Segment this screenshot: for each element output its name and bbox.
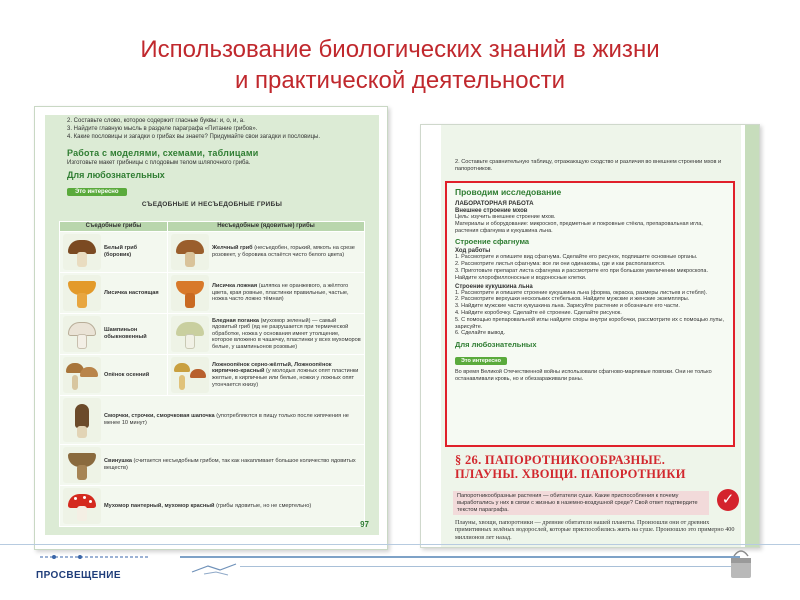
inedible-mushroom-name: Бледная поганка [212, 317, 259, 324]
edible-mushroom-name: Шампиньон обыкновенный [104, 327, 147, 340]
lab-goal: Цель: изучить внешнее строение мхов. [455, 214, 556, 220]
slide-title-line-2: и практической деятельности [234, 67, 566, 94]
span-mushroom-name: Сморчки, строчки, сморчковая шапочка [104, 413, 215, 420]
paragraph-heading: § 26. ПАПОРОТНИКООБРАЗНЫЕ. ПЛАУНЫ. ХВОЩИ. ПАПОРОТНИКИ [455, 453, 686, 481]
inedible-mushroom-desc: (у молодых ложных опят пластинки желтые, в кирпичные или белые, ножки у ложных опят утончается книзу) [212, 368, 359, 388]
polytrichum-step: 2. Рассмотрите верхушки нескольких стебельков. Найдите мужские и женские экземпляры. [455, 296, 690, 303]
death-cap-icon [171, 316, 209, 352]
sphagnum-heading: Строение сфагнума [455, 237, 530, 247]
footer-divider [240, 566, 740, 567]
right-page-edge [745, 125, 759, 547]
interesting-badge: Это интересно [455, 357, 507, 365]
false-chanterelle-icon [171, 275, 209, 311]
publisher-logo-mark [40, 548, 150, 566]
span-mushroom-desc: (употребляются в пищу только после кипячения не менее 10 минут) [104, 413, 349, 426]
slide-title [20, 34, 780, 96]
lab-subheading: Внешнее строение мхов [455, 208, 528, 214]
table-row [60, 445, 365, 486]
slide-title-line-1: Использование биологических знаний в жизни [140, 36, 660, 63]
span-mushroom-desc: (грибы ядовитые, но не смертельно) [216, 502, 312, 509]
page-number: 97 [360, 520, 369, 529]
chanterelle-icon [63, 275, 101, 311]
fly-agaric-icon [63, 488, 101, 524]
sphagnum-step: 2. Рассмотрите листья сфагнума: все ли они одинаковы, где и как располагаются. [455, 261, 666, 268]
left-page-content [45, 115, 379, 535]
edible-mushroom-name: Опёнок осенний [104, 371, 150, 378]
porcini-mushroom-icon [63, 234, 101, 270]
polytrichum-step: 1. Рассмотрите и опишите строение кукушкина льна (форма, окраска, размеры листьев и стебля). [455, 289, 708, 296]
curious-heading: Для любознательных [455, 340, 537, 350]
interesting-badge: Это интересно [67, 188, 127, 196]
basket-icon [728, 546, 754, 582]
decorative-bird-icon [190, 560, 240, 580]
table-row [60, 314, 365, 355]
research-highlight-box [445, 181, 735, 447]
morel-icon [63, 398, 101, 442]
span-mushroom-name: Мухомор пантерный, мухомор красный [104, 502, 215, 509]
inedible-mushroom-desc: (мухомор зеленый) — самый ядовитый гриб (яд не разрушается при термической обработке, ножка у основания имеет утолщение, которое вложено в чашечку, пластинки у всех мухоморов белые, у шампиньонов розовые) [212, 317, 361, 350]
inedible-mushroom-desc: (шляпка не оранжевого, а жёлтого цвета, края ровные, пластинки правильные, частые, ножка часто ложно тёмная) [212, 283, 349, 303]
left-textbook-page [34, 106, 388, 550]
paragraph-question: Папоротникообразные растения — обитатели суши. Какие приспособления к почему выработались у них в связи с жизнью в наземно-воздушной среде? Свой ответ подтвердите текстом параграфа. [453, 491, 709, 515]
lab-materials: Материалы и оборудование: микроскоп, предметные и покровные стёкла, препаровальная игла, растения сфагнума и кукушкина льна. [455, 220, 703, 234]
false-honey-fungus-icon [171, 357, 209, 393]
lab-heading: ЛАБОРАТОРНАЯ РАБОТА [455, 200, 534, 207]
models-heading: Работа с моделями, схемами, таблицами [67, 148, 259, 158]
poison-pax-icon [63, 447, 101, 483]
inedible-mushroom-name: Ложноопёнок серно-жёлтый, Ложноопёнок кирпично-красный [212, 361, 332, 375]
polytrichum-step: 6. Сделайте вывод. [455, 330, 505, 337]
inedible-mushroom-desc: (несъедобен, горький, мякоть на срезе розовеет, у боровика остаётся чисто белого цвета) [212, 245, 355, 258]
champignon-icon [63, 316, 101, 352]
interesting-fact: Во время Великой Отечественной войны использовали сфагново-марлевые повязки. Они не только останавливали кровь, но и обеззараживали раны. [455, 369, 712, 382]
table-header-row [60, 222, 365, 232]
sphagnum-step: 1. Рассмотрите и опишите вид сфагнума. Сделайте его рисунок, подпишите основные органы. [455, 254, 698, 261]
table-header-edible: Съедобные грибы [60, 222, 168, 232]
research-heading: Проводим исследование [455, 187, 562, 197]
mushroom-table [59, 221, 365, 527]
footer-divider [0, 544, 800, 545]
polytrichum-step: 4. Найдите коробочку. Сделайте её строение. Сделайте рисунок. [455, 309, 622, 316]
table-row [60, 486, 365, 527]
question-item: 2. Составьте слово, которое содержит гласные буквы: и, о, и, а. [67, 118, 245, 124]
progress-heading: Ход работы [455, 248, 491, 255]
inedible-mushroom-name: Желчный гриб [212, 245, 253, 252]
inedible-mushroom-name: Лисичка ложная [212, 283, 258, 290]
question-item: 2. Составьте сравнительную таблицу, отражающую сходство и различия во внешнем строении мхов и папоротников. [455, 159, 722, 172]
bitter-bolete-icon [171, 234, 209, 270]
checkmark-icon: ✓ [717, 489, 739, 511]
polytrichum-heading: Строение кукушкина льна [455, 283, 533, 290]
honey-fungus-icon [63, 357, 101, 393]
left-page-questions [45, 115, 379, 142]
right-page-questions [455, 159, 727, 173]
table-row [60, 355, 365, 396]
question-item: 3. Найдите главную мысль в разделе параграфа «Питание грибов». [67, 126, 258, 132]
edible-mushroom-name: Белый гриб (боровик) [104, 245, 138, 258]
publisher-logo: ПРОСВЕЩЕНИЕ [36, 570, 121, 581]
span-mushroom-name: Свинушка [104, 458, 132, 465]
polytrichum-step: 3. Найдите мужские части кукушкина льна. Зарисуйте растение и обозначьте его части. [455, 303, 680, 310]
models-task: Изготовьте макет грибницы с плодовым телом шляпочного гриба. [67, 160, 251, 166]
curious-heading: Для любознательных [67, 170, 165, 180]
table-row [60, 232, 365, 273]
span-mushroom-desc: (считается несъедобным грибом, так как накапливает большое количество ядовитых веществ) [104, 458, 356, 471]
polytrichum-step: 5. С помощью препаровальной иглы найдите споры внутри коробочки, рассмотрите их с помощью лупы, зарисуйте. [455, 316, 724, 330]
paragraph-body: Плауны, хвощи, папоротники — древние обитатели нашей планеты. Произошли они от древних примитивных зелёных водорослей, которые приспособились жить на суше. Произошло это примерно 400 миллионов лет назад. [455, 519, 735, 541]
edible-mushroom-name: Лисичка настоящая [104, 289, 159, 296]
table-row [60, 273, 365, 314]
footer-divider [180, 556, 740, 558]
question-item: 4. Какие пословицы и загадки о грибах вы знаете? Придумайте свои загадки и пословицы. [67, 134, 320, 140]
sphagnum-step: 3. Приготовьте препарат листа сфагнума и рассмотрите его при большом увеличении микроскопа. Найдите хлорофиллоносные и водоносные клетки. [455, 267, 708, 281]
mushroom-table-title: СЪЕДОБНЫЕ И НЕСЪЕДОБНЫЕ ГРИБЫ [141, 201, 283, 208]
right-textbook-page [420, 124, 760, 548]
table-row [60, 396, 365, 445]
table-header-inedible: Несъедобные (ядовитые) грибы [168, 222, 365, 232]
